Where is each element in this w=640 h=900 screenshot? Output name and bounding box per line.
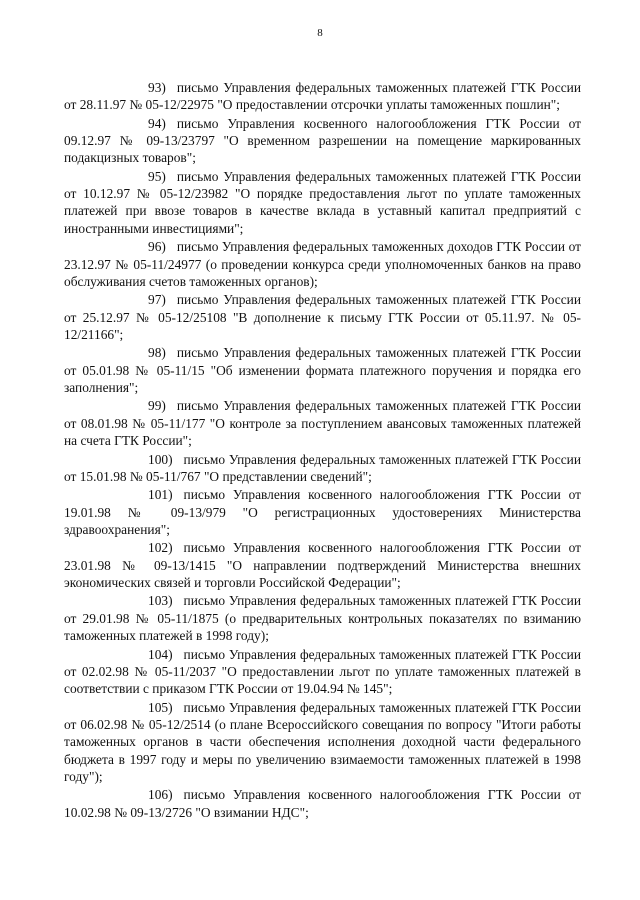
item-number: 101)	[148, 487, 173, 503]
item-number: 106)	[148, 787, 173, 803]
item-number: 96)	[148, 239, 166, 255]
list-item	[64, 539, 581, 591]
item-text: письмо Управления косвенного налогообложения ГТК России от 23.01.98 № 09-13/1415 "О направлении подтверждений Министерства внешних экономических связей и торговли Российской Федерации";	[64, 540, 581, 590]
item-text: письмо Управления федеральных таможенных платежей ГТК России от 08.01.98 № 05-11/177 "О контроле за поступлением авансовых таможенных платежей на счета ГТК России";	[64, 398, 581, 449]
item-text: письмо Управления федеральных таможенных платежей ГТК России от 02.02.98 № 05-11/2037 "О предоставлении льгот по уплате таможенных платежей в соответствии с приказом ГТК России от 19.04.94 № 145";	[64, 646, 581, 697]
list-item	[64, 115, 581, 167]
list-item	[64, 238, 581, 290]
list-item	[64, 699, 581, 785]
list-item	[64, 646, 581, 698]
item-number: 105)	[148, 699, 173, 715]
page-number: 8	[317, 27, 323, 39]
item-number: 104)	[148, 646, 173, 662]
list-item	[64, 291, 581, 343]
list-item	[64, 451, 581, 486]
list-item	[64, 344, 581, 396]
list-item	[64, 397, 581, 449]
item-text: письмо Управления федеральных таможенных платежей ГТК России от 29.01.98 № 05-11/1875 (о предварительных контрольных показателях по взиманию таможенных платежей в 1998 году);	[64, 593, 581, 644]
list-item	[64, 79, 581, 114]
item-text: письмо Управления федеральных таможенных платежей ГТК России от 15.01.98 № 05-11/767 "О представлении сведений";	[64, 451, 581, 484]
item-number: 93)	[148, 80, 166, 95]
item-text: письмо Управления федеральных таможенных доходов ГТК России от 23.12.97 № 05-11/24977 (о проведении конкурса среди уполномоченных банков на право обслуживания счетов таможенных органов);	[64, 239, 581, 289]
item-text: письмо Управления федеральных таможенных платежей ГТК России от 06.02.98 № 05-12/2514 (о плане Всероссийского совещания по вопросу "Итоги работы таможенных органов в части обеспечения исполнения доходной части федерального бюджета в 1997 году и меры по увеличению взимаемости таможенных платежей в 1998 году");	[64, 699, 581, 784]
item-number: 97)	[148, 292, 166, 308]
item-text: письмо Управления косвенного налогообложения ГТК России от 09.12.97 № 09-13/23797 "О временном разрешении на помещение маркированных подакцизных товаров";	[64, 115, 581, 166]
item-text: письмо Управления федеральных таможенных платежей ГТК России от 25.12.97 № 05-12/25108 "В дополнение к письму ГТК России от 05.11.97. № 05-12/21166";	[64, 292, 581, 342]
list-item	[64, 786, 581, 821]
item-number: 94)	[148, 115, 166, 131]
item-number: 95)	[148, 168, 166, 184]
list-item	[64, 592, 581, 644]
list-item	[64, 168, 581, 237]
item-number: 100)	[148, 451, 173, 467]
item-number: 99)	[148, 398, 166, 414]
item-text: письмо Управления косвенного налогообложения ГТК России от 10.02.98 № 09-13/2726 "О взимании НДС";	[64, 787, 581, 820]
letters-list	[64, 79, 581, 822]
item-text: письмо Управления федеральных таможенных платежей ГТК России от 10.12.97 № 05-12/23982 "О порядке предоставления льгот по уплате таможенных платежей при ввозе товаров в качестве вклада в уставный капитал предприятий с иностранными инвестициями";	[64, 168, 581, 236]
item-text: письмо Управления косвенного налогообложения ГТК России от 19.01.98 № 09-13/979 "О регистрационных удостоверениях Министерства здравоохранения";	[64, 487, 581, 537]
item-text: письмо Управления федеральных таможенных платежей ГТК России от 28.11.97 № 05-12/22975 "О предоставлении отсрочки уплаты таможенных пошлин";	[64, 80, 581, 113]
item-number: 103)	[148, 593, 173, 609]
item-number: 98)	[148, 345, 166, 361]
item-number: 102)	[148, 540, 173, 556]
item-text: письмо Управления федеральных таможенных платежей ГТК России от 05.01.98 № 05-11/15 "Об изменении формата платежного поручения и порядка его заполнения";	[64, 345, 581, 395]
list-item	[64, 486, 581, 538]
